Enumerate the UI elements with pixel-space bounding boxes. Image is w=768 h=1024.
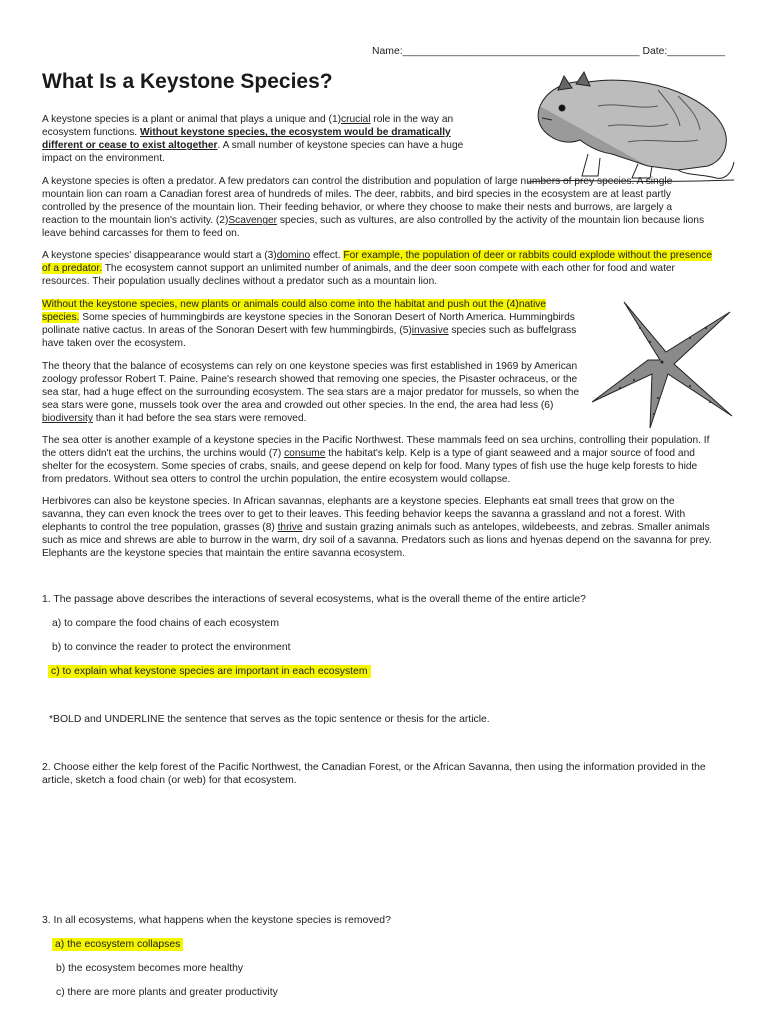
- date-blank[interactable]: __________: [667, 46, 726, 57]
- name-blank[interactable]: _________________________________________: [402, 46, 640, 57]
- vocab-biodiversity: biodiversity: [42, 413, 93, 425]
- name-label: Name:: [372, 46, 403, 57]
- paragraph-7: Herbivores can also be keystone species. In African savannas, elephants are a keystone species. Elephants eat small trees that grow on the savanna, they can even knock the trees over to get to their leaves. This feeding behavior keeps the savanna a grassland and not a forest. With elephants to control the tree population, grasses (8) thrive and sustain grazing animals such as antelopes, wildebeests, and zebras. Smaller animals such as mice and shrews are able to burrow in the warm, dry soil of a savanna. Predators such as lions and hyenas depend on the savanna for prey. Elephants are the keystone species that maintain the entire savanna ecosystem.: [42, 496, 712, 560]
- question-1-note: *BOLD and UNDERLINE the sentence that serves as the topic sentence or thesis for the article.: [49, 714, 490, 725]
- vocab-scavenger: Scavenger: [228, 215, 278, 227]
- question-2-prompt: 2. Choose either the kelp forest of the Pacific Northwest, the Canadian Forest, or the African Savanna, then using the information provided in the article, sketch a food chain (or web) for that ecosystem.: [42, 762, 706, 786]
- paragraph-3: A keystone species' disappearance would start a (3)domino effect. For example, the population of deer or rabbits could explode without the presence of a predator. The ecosystem cannot support an unlimited number of animals, and the deer soon compete with each other for food and water resources. Their population usually declines without a predator such as a mountain lion.: [42, 250, 713, 288]
- highlighted-sentence: For example, the population of deer or rabbits could explode without the presence of a predator.: [42, 250, 713, 275]
- paragraph-6: The sea otter is another example of a keystone species in the Pacific Northwest. These mammals feed on sea urchins, controlling their population. If the otters didn't eat the urchins, the urchins would (7) consume the habitat's kelp. Kelp is a type of giant seaweed and a major source of food and shelter for the ecosystem. Some species of crabs, snails, and geese depend on kelp for food. Many types of fish use the huge kelp forests to hide from predators. Without sea otters to control the urchin population, the entire ecosystem would collapse.: [42, 435, 710, 486]
- question-1-option-b[interactable]: b) to convince the reader to protect the environment: [52, 642, 291, 653]
- date-label: Date:: [642, 46, 668, 57]
- question-3-option-b[interactable]: b) the ecosystem becomes more healthy: [56, 963, 244, 974]
- page-title: What Is a Keystone Species?: [42, 70, 333, 93]
- vocab-thrive: thrive: [277, 522, 303, 534]
- sea-star-illustration: [590, 298, 736, 430]
- vocab-consume: consume: [284, 448, 326, 460]
- question-1-option-a[interactable]: a) to compare the food chains of each ecosystem: [52, 618, 279, 629]
- thesis-sentence: Without keystone species, the ecosystem would be dramatically different or cease to exist altogether: [42, 127, 451, 152]
- question-3-option-c[interactable]: c) there are more plants and greater productivity: [56, 987, 278, 998]
- paragraph-2: A keystone species is often a predator. A few predators can control the distribution and population of large numbers of prey species. A single mountain lion can roam a Canadian forest area of hundreds of miles. The deer, rabbits, and bird species in the ecosystem are at least partly controlled by the presence of the mountain lion. Their feeding behavior, or where they choose to make their nests and burrows, are largely a reaction to the mountain lion's activity. (2)Scavenger species, such as vultures, are also controlled by the activity of the mountain lion because lions leave behind carcasses for them to feed on.: [42, 176, 705, 240]
- question-3-option-a[interactable]: a) the ecosystem collapses: [52, 938, 183, 951]
- vocab-domino: domino: [276, 250, 311, 261]
- question-1-option-c[interactable]: c) to explain what keystone species are important in each ecosystem: [48, 665, 371, 678]
- paragraph-5: The theory that the balance of ecosystems can rely on one keystone species was first established in 1969 by American zoology professor Robert T. Paine. Paine's research showed that removing one species, the Pisaster ochraceus, or the sea star, had a huge effect on the surrounding ecosystem. The sea stars are a major predator for mussels, so when the sea stars were gone, mussels took over the area and crowded out other species. In the end, the area had less (6) biodiversity than it had before the sea stars were removed.: [42, 361, 580, 425]
- highlighted-sentence: Without the keystone species, new plants or animals could also come into the habitat and push out the (4)native species.: [42, 299, 547, 324]
- vocab-invasive: invasive: [411, 325, 449, 337]
- paragraph-4: Without the keystone species, new plants or animals could also come into the habitat and push out the (4)native species. Some species of hummingbirds are keystone species in the Sonoran Desert of North America. Hummingbirds pollinate native cactus. In areas of the Sonoran Desert with few hummingbirds, (5)invasive species such as buffelgrass have taken over the ecosystem.: [42, 299, 577, 350]
- header-name-date: [372, 46, 725, 57]
- paragraph-1: A keystone species is a plant or animal that plays a unique and (1)crucial role in the way an ecosystem functions. Without keystone species, the ecosystem would be dramatically different or cease to exist altogether. A small number of keystone species can have a huge impact on the environment.: [42, 114, 464, 165]
- question-1-prompt: 1. The passage above describes the interactions of several ecosystems, what is the overall theme of the entire article?: [42, 594, 586, 605]
- mountain-lion-illustration: [528, 66, 736, 186]
- question-3-prompt: 3. In all ecosystems, what happens when the keystone species is removed?: [42, 915, 391, 926]
- vocab-crucial: crucial: [341, 114, 371, 125]
